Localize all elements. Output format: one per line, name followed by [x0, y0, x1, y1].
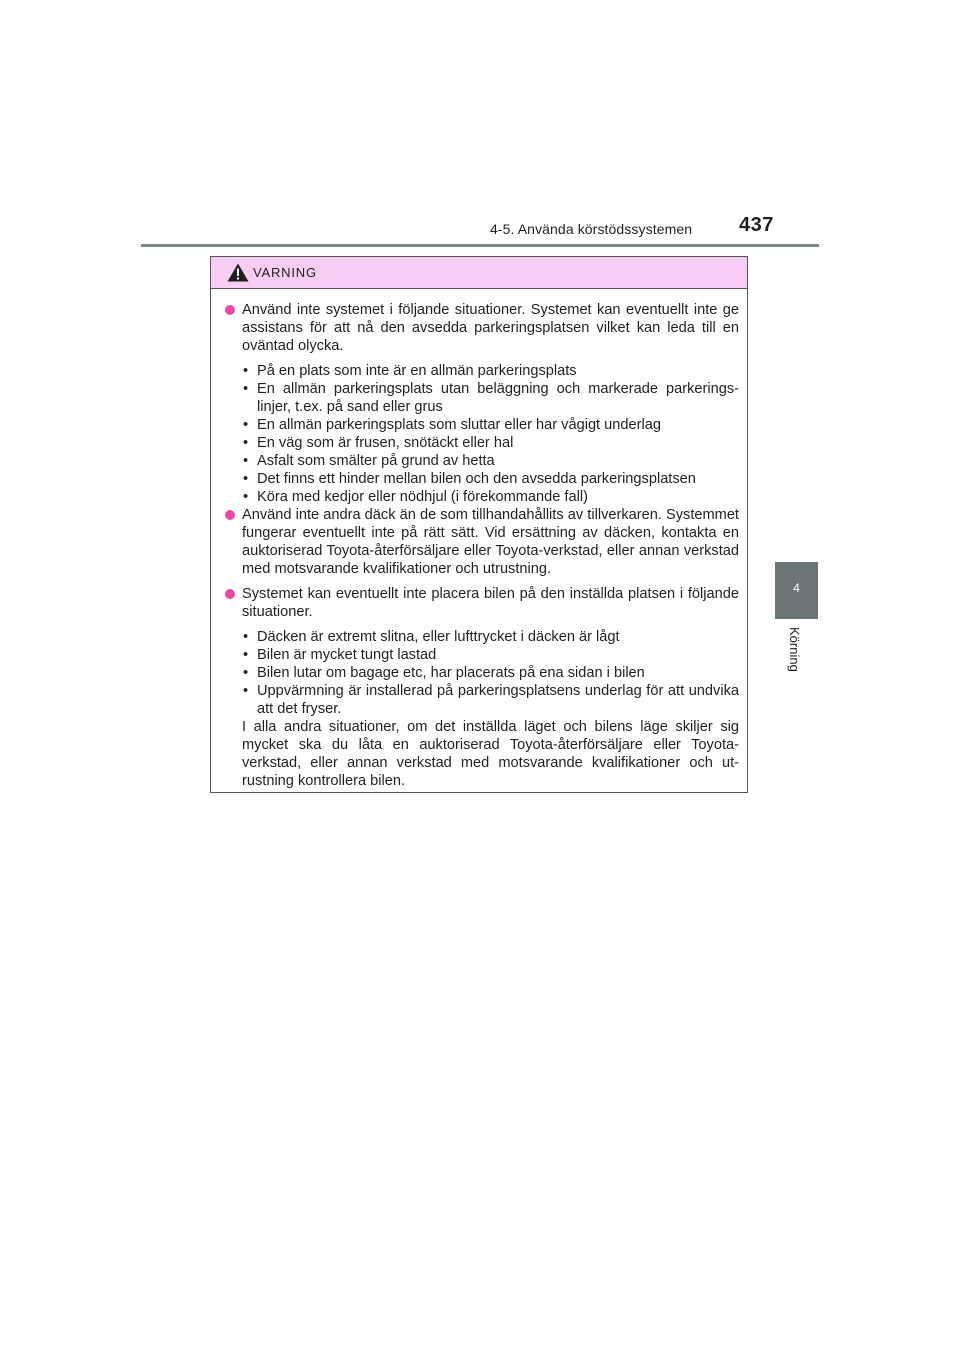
- list-item: • Däcken är extremt slitna, eller lufttrycket i däcken är lågt: [242, 628, 739, 646]
- bullet-dot-icon: [225, 510, 235, 520]
- list-item: • En allmän parkeringsplats som sluttar eller har vågigt underlag: [242, 416, 739, 434]
- warning-paragraph: Systemet kan eventuellt inte placera bilen på den inställda platsen i följande situationer.: [225, 585, 739, 621]
- list-item: • Det finns ett hinder mellan bilen och den avsedda parkeringsplatsen: [242, 470, 739, 488]
- closing-paragraph: I alla andra situationer, om det inställda läget och bilens läge skiljer sig mycket ska du låta en auktoriserad Toyota-återförsäljare eller Toyota-verkstad, eller annan verkstad med motsvarande kvalifikationer och utrustning kontrollera bilen.: [242, 719, 739, 789]
- situation-list: [225, 628, 739, 718]
- page-number: 437: [739, 214, 774, 236]
- chapter-tab: [775, 562, 818, 619]
- warning-box: [210, 256, 748, 793]
- bullet-dot-icon: [225, 589, 235, 599]
- warning-title: VARNING: [253, 265, 317, 280]
- list-item: • Köra med kedjor eller nödhjul (i förekommande fall): [242, 488, 739, 506]
- list-item: • Uppvärmning är installerad på parkeringsplatsens underlag för att undvika att det fryser.: [242, 682, 739, 718]
- list-item: • På en plats som inte är en allmän parkeringsplats: [242, 362, 739, 380]
- warning-paragraph: Använd inte systemet i följande situationer. Systemet kan eventuellt inte ge assistans för att nå den avsedda parkeringsplatsen vilket kan leda till en oväntad olycka.: [225, 301, 739, 355]
- chapter-label: Körning: [787, 627, 802, 672]
- warning-header: [211, 257, 747, 289]
- warning-body: [211, 289, 747, 790]
- bullet-dot-icon: [225, 305, 235, 315]
- running-header-section: 4-5. Använda körstödssystemen: [490, 221, 693, 237]
- situation-list: [225, 362, 739, 506]
- list-item: • Bilen lutar om bagage etc, har placerats på ena sidan i bilen: [242, 664, 739, 682]
- list-item: • Asfalt som smälter på grund av hetta: [242, 452, 739, 470]
- warning-triangle-icon: [227, 263, 249, 282]
- warning-paragraph: Använd inte andra däck än de som tillhandahållits av tillverkaren. Systemmet fungerar eventuellt inte på rätt sätt. Vid ersättning av däcken, kontakta en auktoriserad Toyota-återförsäljare eller Toyota-verkstad, eller annan verkstad med motsvarande kvalifikationer och utrustning.: [225, 506, 739, 578]
- list-item: • En allmän parkeringsplats utan beläggning och markerade parkeringslinjer, t.ex. på sand eller grus: [242, 380, 739, 416]
- list-item: • En väg som är frusen, snötäckt eller hal: [242, 434, 739, 452]
- header-divider: [141, 244, 819, 247]
- list-item: • Bilen är mycket tungt lastad: [242, 646, 739, 664]
- chapter-tab-number: 4: [793, 581, 800, 595]
